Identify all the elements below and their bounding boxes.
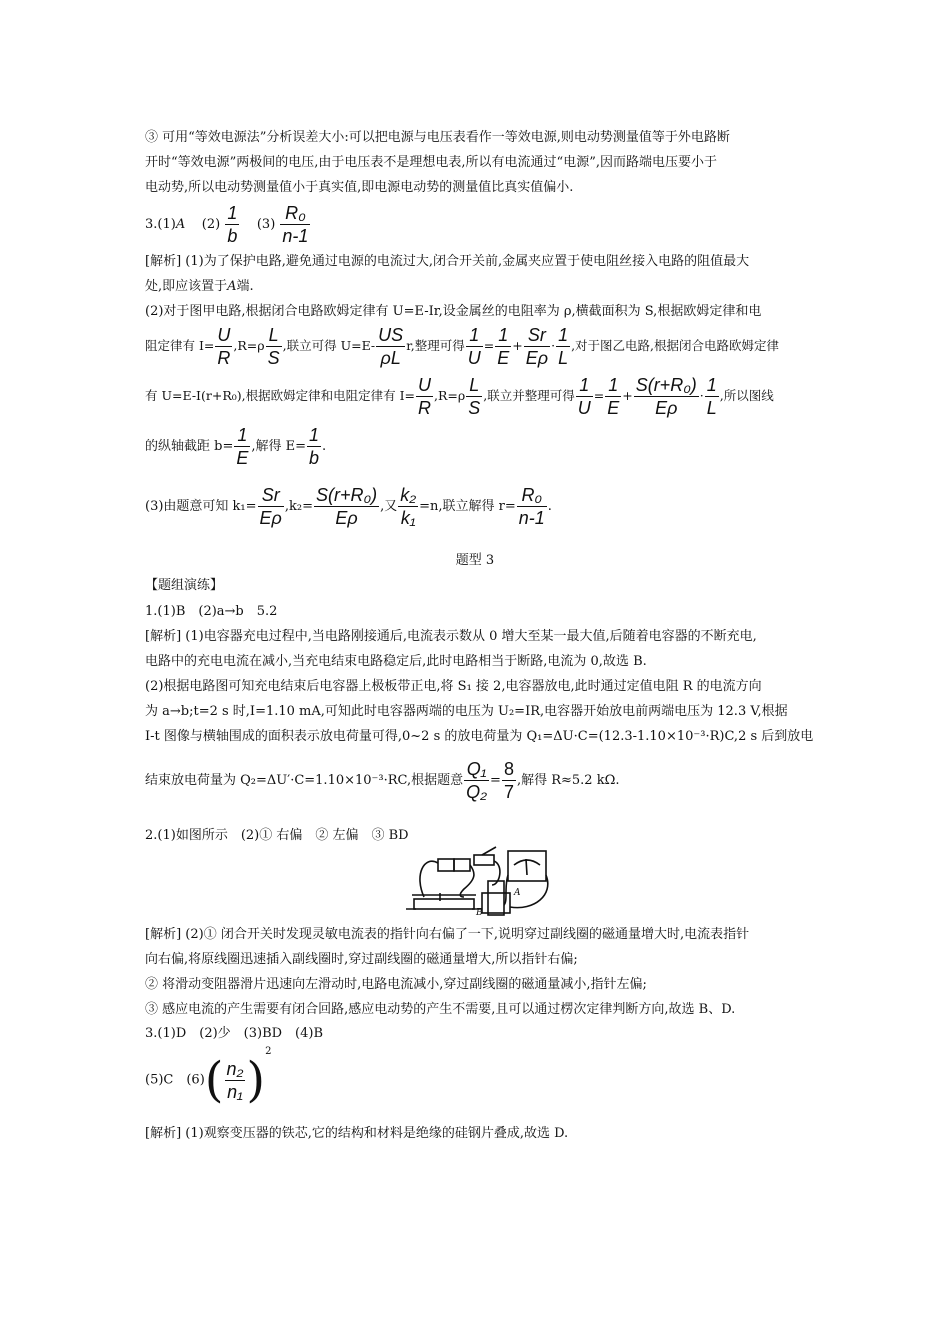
battery-icon: [438, 859, 454, 871]
numerator: Sr: [524, 324, 550, 347]
fraction: [634, 374, 699, 419]
text-line: [解析] (2)① 闭合开关时发现灵敏电流表的指针向右偏了一下,说明穿过副线圈的磁通量增大时,电流表指针: [145, 927, 750, 942]
denominator: 7: [503, 782, 514, 802]
fraction: [225, 1058, 246, 1103]
text-line: [145, 277, 810, 297]
text-fragment: (5)C (6): [145, 1072, 205, 1088]
fraction: [605, 374, 621, 419]
text-fragment: r,整理可得: [406, 338, 465, 353]
fraction: [524, 324, 550, 369]
numerator: L: [466, 374, 482, 397]
fraction: [556, 324, 570, 369]
numerator: 1: [558, 325, 569, 345]
text-fragment: ,R=ρ: [433, 388, 466, 403]
denominator: n-1: [282, 226, 309, 246]
text-fragment: =: [490, 773, 501, 788]
fraction: [258, 484, 284, 529]
text-fragment: (3)由题意可知 k₁=: [145, 499, 257, 514]
numerator: 1: [495, 324, 511, 347]
text-fragment: =: [593, 388, 605, 403]
denominator: L: [706, 398, 717, 418]
coil-icon: [488, 881, 504, 915]
numerator: Sr: [258, 484, 284, 507]
text-fragment: ,对于图乙电路,根据闭合电路欧姆定律: [571, 338, 780, 353]
fraction: [416, 374, 433, 419]
answer-q3b: 3.(1)D (2)少 (3)BD (4)B: [145, 1026, 324, 1041]
numerator: 1: [309, 425, 320, 445]
text-fragment: ,联立并整理可得: [483, 388, 575, 403]
numerator: k₂: [400, 485, 417, 505]
denominator: E: [497, 348, 510, 368]
formula-line: [145, 374, 774, 419]
text-fragment: +: [512, 338, 523, 353]
fraction: [495, 324, 511, 369]
numerator: 1: [576, 374, 593, 397]
denominator: Eρ: [525, 348, 549, 368]
text-line: 向右偏,将原线圈迅速插入副线圈时,穿过副线圈的磁通量增大,所以指针右偏;: [145, 952, 578, 967]
denominator: E: [236, 448, 249, 468]
numerator: Q₁: [464, 758, 489, 781]
text-fragment: 处,即应该置于: [145, 279, 228, 294]
text-fragment: 结束放电荷量为 Q₂=ΔU′·C=1.10×10⁻³·RC,根据题意: [145, 773, 464, 788]
numerator: S(r+R₀): [315, 485, 378, 505]
fraction: [466, 324, 483, 369]
text-line: 电动势,所以电动势测量值小于真实值,即电源电动势的测量值比真实值偏小.: [145, 180, 574, 195]
text-line: [解析] (1)电容器充电过程中,当电路刚接通后,电流表示数从 0 增大至某一最大值,后随着电容器的不断充电,: [145, 629, 757, 644]
answer-q2: 2.(1)如图所示 (2)① 右偏 ② 左偏 ③ BD: [145, 828, 409, 843]
denominator: ρL: [380, 348, 401, 368]
text-fragment: ,所以图线: [719, 388, 774, 403]
fraction: [502, 758, 516, 803]
answer-value: A: [175, 217, 186, 232]
fraction: [280, 202, 310, 247]
text-line: ③ 感应电流的产生需要有闭合回路,感应电动势的产生不需要,且可以通过楞次定律判断方向,故选 B、D.: [145, 1002, 736, 1017]
figure-label: A: [514, 888, 521, 898]
text-line: 为 a→b;t=2 s 时,I=1.10 mA,可知此时电容器两端的电压为 U₂=IR,电容器开始放电前两端电压为 12.3 V,根据: [145, 704, 788, 719]
numerator: S(r+R₀): [635, 375, 697, 395]
denominator: R: [217, 348, 231, 368]
numerator: R₀: [517, 484, 547, 507]
text-line: 电路中的充电电流在减小,当充电结束电路稳定后,此时电路相当于断路,电流为 0,故选 B.: [145, 654, 647, 669]
numerator: 1: [234, 424, 250, 447]
text-fragment: A: [227, 279, 237, 294]
denominator: Q₂: [466, 782, 488, 802]
text-fragment: ,又: [380, 499, 398, 514]
denominator: L: [558, 348, 569, 368]
formula-line: [145, 484, 552, 529]
text-fragment: +: [622, 388, 633, 403]
numerator: 8: [503, 759, 514, 779]
fraction: [215, 324, 232, 369]
fraction: [517, 484, 547, 529]
denominator: Eρ: [655, 398, 678, 418]
numerator: L: [266, 324, 282, 347]
text-fragment: ,解得 E=: [251, 439, 307, 454]
numerator: R₀: [280, 202, 310, 225]
text-line: ② 将滑动变阻器滑片迅速向左滑动时,电路电流减小,穿过副线圈的磁通量减小,指针左偏;: [145, 977, 647, 992]
numerator: 1: [227, 203, 238, 223]
text-fragment: =: [483, 338, 495, 353]
numerator: US: [378, 325, 404, 345]
battery-icon: [454, 859, 470, 871]
text-fragment: ,R=ρ: [233, 338, 265, 353]
answer-prefix: 3.(1): [145, 217, 176, 232]
figure-label: B: [476, 908, 483, 917]
numerator: 1: [605, 374, 621, 397]
numerator: U: [217, 325, 231, 345]
denominator: S: [267, 348, 280, 368]
numerator: U: [417, 375, 431, 395]
text-line: (2)对于图甲电路,根据闭合电路欧姆定律有 U=E-Ir,设金属丝的电阻率为 ρ,横截面积为 S,根据欧姆定律和电: [145, 304, 762, 319]
answer-prefix: (3): [256, 217, 276, 232]
denominator: Eρ: [259, 508, 282, 528]
formula-line: [145, 424, 326, 469]
fraction: [705, 374, 719, 419]
denominator: n₁: [227, 1081, 243, 1102]
text-fragment: ·: [551, 338, 556, 353]
denominator: U: [577, 398, 591, 418]
text-fragment: =n,联立解得 r=: [419, 499, 516, 514]
denominator: b: [309, 448, 320, 468]
fraction: [466, 374, 482, 419]
denominator: E: [607, 398, 620, 418]
numerator: n₂: [226, 1058, 244, 1079]
numerator: 1: [466, 324, 483, 347]
text-fragment: ,解得 R≈5.2 kΩ.: [516, 773, 620, 788]
text-fragment: ·: [699, 388, 704, 403]
fraction: [576, 374, 593, 419]
paren-open: (: [204, 1052, 224, 1108]
fraction: [307, 424, 321, 469]
denominator: k₁: [400, 508, 416, 528]
formula-line: [145, 758, 620, 803]
denominator: Eρ: [335, 508, 358, 528]
circuit-diagram: [404, 845, 560, 917]
text-line: ③ 可用“等效电源法”分析误差大小:可以把电源与电压表看作一等效电源,则电动势测量值等于外电路断: [145, 130, 730, 145]
formula-line: [145, 324, 779, 369]
fraction: [376, 324, 405, 369]
text-fragment: 有 U=E-I(r+R₀),根据欧姆定律和电阻定律有 I=: [145, 388, 415, 403]
answer-q3: [145, 202, 311, 247]
section-title: 题型 3: [455, 553, 495, 568]
text-line: I-t 图像与横轴围成的面积表示放电荷量可得,0~2 s 的放电荷量为 Q₁=ΔU·C=(12.3-1.10×10⁻³·R)C,2 s 后到放电: [145, 729, 814, 744]
paren-close: ): [246, 1052, 266, 1108]
text-fragment: ,k₂=: [284, 499, 313, 514]
denominator: n-1: [518, 508, 545, 528]
text-fragment: 端.: [236, 279, 254, 294]
text-line: [解析] (1)观察变压器的铁芯,它的结构和材料是绝缘的硅钢片叠成,故选 D.: [145, 1126, 569, 1141]
fraction: [464, 758, 489, 803]
fraction: [266, 324, 282, 369]
fraction: [225, 202, 239, 247]
exponent: 2: [265, 1046, 272, 1058]
text-line: [解析] (1)为了保护电路,避免通过电源的电流过大,闭合开关前,金属夹应置于使电阻丝接入电路的阻值最大: [145, 254, 750, 269]
text-fragment: .: [322, 439, 327, 454]
denominator: S: [468, 398, 481, 418]
text-fragment: 阻定律有 I=: [145, 338, 215, 353]
denominator: U: [467, 348, 481, 368]
answer-q1: 1.(1)B (2)a→b 5.2: [145, 604, 278, 619]
text-line: (2)根据电路图可知充电结束后电容器上极板带正电,将 S₁ 接 2,电容器放电,此时通过定值电阻 R 的电流方向: [145, 679, 762, 694]
denominator: b: [227, 226, 238, 246]
denominator: R: [417, 398, 431, 418]
drill-title: 【题组演练】: [145, 578, 224, 593]
text-fragment: .: [547, 499, 552, 514]
switch-icon: [474, 855, 494, 865]
fraction: [234, 424, 250, 469]
fraction: [314, 484, 379, 529]
numerator: 1: [706, 375, 717, 395]
formula-line: [145, 1046, 272, 1108]
text-fragment: 的纵轴截距 b=: [145, 439, 234, 454]
text-line: 开时“等效电源”两极间的电压,由于电压表不是理想电表,所以有电流通过“电源”,因而路端电压要小于: [145, 155, 717, 170]
answer-prefix: (2): [201, 217, 221, 232]
text-fragment: ,联立可得 U=E-: [282, 338, 376, 353]
fraction: [398, 484, 418, 529]
rheostat-icon: [414, 899, 474, 909]
